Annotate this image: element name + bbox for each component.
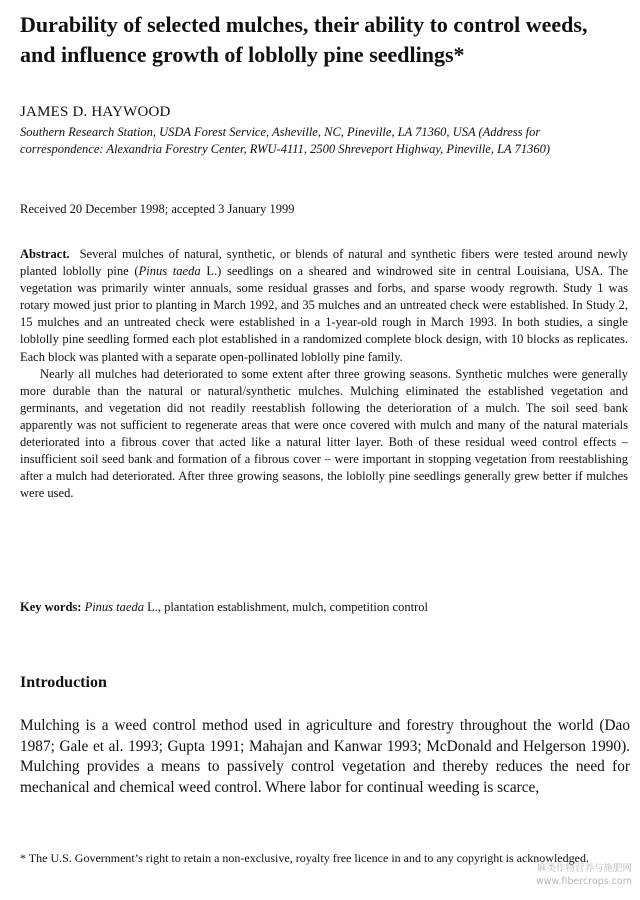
introduction-heading: Introduction [20, 674, 107, 691]
watermark-line-2: www.fibercrops.com [535, 876, 632, 887]
received-dates: Received 20 December 1998; accepted 3 January 1999 [20, 202, 295, 216]
watermark-line-1: 麻类作物营养与施肥网 [536, 863, 632, 874]
abstract [20, 246, 628, 502]
abstract-text-1b: L.) seedlings on a sheared and windrowed site in central Louisiana, USA. The vegetation was primarily winter annuals, some residual grasses and forbs, and sparse woody regrowth. Study 1 was rotary mowed just prior to planting in March 1992, and 35 mulches and an untreated check were established. In Study 2, 15 mulches and an untreated check were established in a 1-year-old rough in March 1993. In both studies, a single loblolly pine seedling formed each plot established in a randomized complete block design, with 10 blocks as replicates. Each block was planted with a separate open-pollinated loblolly pine family. [20, 264, 628, 364]
abstract-paragraph-1 [20, 246, 628, 366]
abstract-species-name: Pinus taeda [138, 264, 201, 279]
abstract-text-1a: Several mulches of natural, synthetic, or blends of natural and synthetic fibers were tested around newly planted loblolly pine ( [20, 247, 629, 279]
footnote: * The U.S. Government’s right to retain a non-exclusive, royalty free licence in and to any copyright is acknowledged. [20, 851, 589, 865]
author-affiliation: Southern Research Station, USDA Forest Service, Asheville, NC, Pineville, LA 71360, USA (Address for correspondence: Alexandria Forestry Center, RWU-4111, 2500 Shreveport Highway, Pineville, LA 71360) [20, 125, 550, 156]
watermark [536, 862, 632, 888]
introduction-text: Mulching is a weed control method used in agriculture and forestry throughout the world (Dao 1987; Gale et al. 1993; Gupta 1991; Mahajan and Kanwar 1993; McDonald and Helgerson 1990). Mulching provides a means to passively control vegetation and thereby reduces the need for mechanical and chemical weed control. Where labor for continual weeding is scarce, [20, 717, 630, 796]
keywords-species: Pinus taeda [84, 600, 144, 614]
keywords-label: Key words: [20, 600, 82, 614]
paper-title: Durability of selected mulches, their ability to control weeds, and influence growth of loblolly pine seedlings* [20, 12, 588, 67]
keywords-rest: L., plantation establishment, mulch, competition control [143, 600, 428, 614]
keywords [20, 600, 428, 615]
author-name: JAMES D. HAYWOOD [20, 104, 171, 120]
abstract-paragraph-2: Nearly all mulches had deteriorated to some extent after three growing seasons. Synthetic mulches were generally more durable than the natural or natural/synthetic mulches. Mulching eliminated the established vegetation and germinants, and vegetation did not readily reestablish following the deterioration of a mulch. The soil seed bank apparently was not sufficient to regenerate areas that were once covered with mulch and many of the natural materials deteriorated into a fibrous cover that acted like a natural litter layer. Both of these residual weed control effects – insufficient soil seed bank and formation of a fibrous cover – were important in stopping vegetation from reestablishing after a mulch had deteriorated. After three growing seasons, the loblolly pine seedlings generally grew better if mulches were used. [20, 366, 628, 501]
abstract-label: Abstract. [20, 247, 70, 261]
